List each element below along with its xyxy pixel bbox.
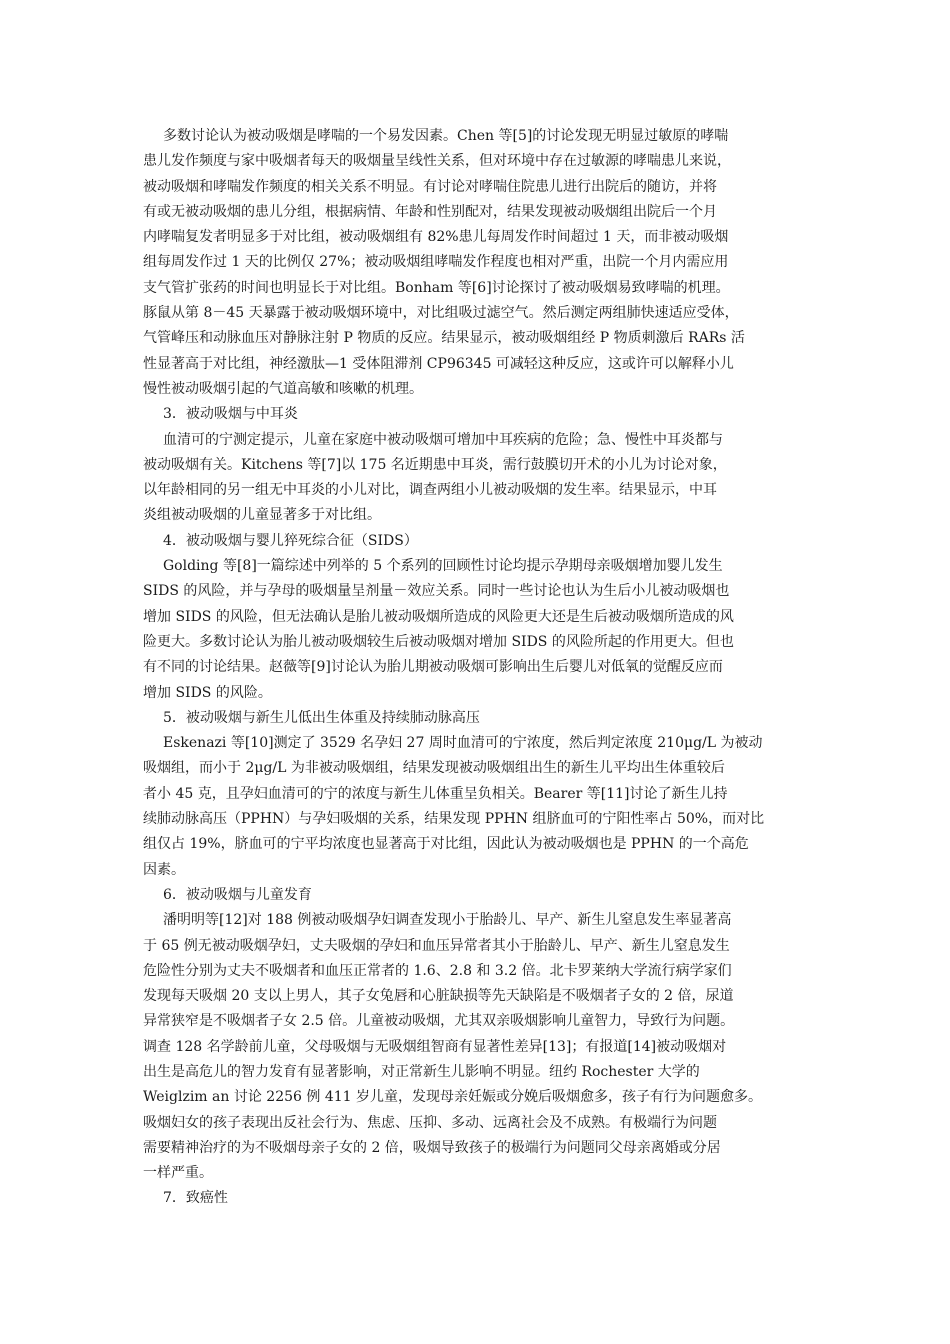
paragraph-line: Weiglzim an 讨论 2256 例 411 岁儿童，发现母亲妊娠或分娩后吸烟愈多，孩子有行为问题愈多。 (143, 1089, 762, 1106)
section-heading: 4．被动吸烟与婴儿猝死综合征（SIDS） (163, 532, 418, 549)
paragraph-line: 增加 SIDS 的风险。 (143, 684, 272, 701)
paragraph (143, 428, 808, 529)
paragraph (143, 731, 808, 883)
section-heading: 3．被动吸烟与中耳炎 (163, 406, 298, 423)
paragraph-line: 组仅占 19%，脐血可的宁平均浓度也显著高于对比组，因此认为被动吸烟也是 PPHN 的一个高危 (143, 836, 749, 853)
paragraph-line: 慢性被动吸烟引起的气道高敏和咳嗽的机理。 (143, 380, 423, 397)
paragraph-line: 异常狭窄是不吸烟者子女 2.5 倍。儿童被动吸烟，尤其双亲吸烟影响儿童智力，导致行为问题。 (143, 1013, 735, 1030)
paragraph-line: 者小 45 克，且孕妇血清可的宁的浓度与新生儿体重呈负相关。Bearer 等[11]讨论了新生儿持 (143, 785, 728, 802)
paragraph-line: 有不同的讨论结果。赵薇等[9]讨论认为胎儿期被动吸烟可影响出生后婴儿对低氧的觉醒反应而 (143, 659, 723, 676)
section-heading: 5．被动吸烟与新生儿低出生体重及持续肺动脉高压 (163, 709, 480, 726)
paragraph-line: 患儿发作频度与家中吸烟者每天的吸烟量呈线性关系，但对环境中存在过敏源的哮喘患儿来说， (143, 153, 731, 170)
paragraph-line: 被动吸烟有关。Kitchens 等[7]以 175 名近期患中耳炎，需行鼓膜切开术的小儿为讨论对象， (143, 456, 727, 473)
paragraph-line: 炎组被动吸烟的儿童显著多于对比组。 (143, 507, 381, 524)
paragraph-line: 吸烟组，而小于 2μg/L 为非被动吸烟组，结果发现被动吸烟组出生的新生儿平均出生体重较后 (143, 760, 725, 777)
paragraph-line: 发现每天吸烟 20 支以上男人，其子女兔唇和心脏缺损等先天缺陷是不吸烟者子女的 2 倍，尿道 (143, 988, 734, 1005)
paragraph-line: 血清可的宁测定提示，儿童在家庭中被动吸烟可增加中耳疾病的危险；急、慢性中耳炎都与 (163, 431, 723, 448)
paragraph-line: 内哮喘复发者明显多于对比组，被动吸烟组有 82%患儿每周发作时间超过 1 天，而非被动吸烟 (143, 229, 729, 246)
paragraph-line: 出生是高危儿的智力发育有显著影响，对正常新生儿影响不明显。纽约 Rochester 大学的 (143, 1063, 700, 1080)
paragraph-line: 以年龄相同的另一组无中耳炎的小儿对比，调查两组小儿被动吸烟的发生率。结果显示，中耳 (143, 482, 717, 499)
paragraph-line: 有或无被动吸烟的患儿分组，根据病情、年龄和性别配对，结果发现被动吸烟组出院后一个月 (143, 203, 717, 220)
paragraph-line: 于 65 例无被动吸烟孕妇，丈夫吸烟的孕妇和血压异常者其小于胎龄儿、早产、新生儿窒息发生 (143, 937, 730, 954)
paragraph-line: 支气管扩张药的时间也明显长于对比组。Bonham 等[6]讨论探讨了被动吸烟易致哮喘的机理。 (143, 279, 730, 296)
paragraph (143, 124, 808, 402)
paragraph-line: 潘明明等[12]对 188 例被动吸烟孕妇调查发现小于胎龄儿、早产、新生儿窒息发生率显著高 (163, 912, 732, 929)
paragraph-line: 气管峰压和动脉血压对静脉注射 P 物质的反应。结果显示，被动吸烟组经 P 物质刺激后 RARs 活 (143, 330, 745, 347)
paragraph-line: 组每周发作过 1 天的比例仅 27%；被动吸烟组哮喘发作程度也相对严重，出院一个月内需应用 (143, 254, 729, 271)
paragraph (143, 554, 808, 706)
paragraph-line: 续肺动脉高压（PPHN）与孕妇吸烟的关系，结果发现 PPHN 组脐血可的宁阳性率占 50%，而对比 (143, 811, 765, 828)
paragraph-line: 危险性分别为丈夫不吸烟者和血压正常者的 1.6、2.8 和 3.2 倍。北卡罗莱纳大学流行病学家们 (143, 962, 732, 979)
paragraph-line: 豚鼠从第 8－45 天暴露于被动吸烟环境中，对比组吸过滤空气。然后测定两组肺快速适应受体， (143, 305, 739, 322)
document-body (143, 124, 808, 1212)
paragraph-line: 多数讨论认为被动吸烟是哮喘的一个易发因素。Chen 等[5]的讨论发现无明显过敏原的哮喘 (163, 128, 729, 144)
paragraph-line: Golding 等[8]一篇综述中列举的 5 个系列的回顾性讨论均提示孕期母亲吸烟增加婴儿发生 (163, 558, 723, 575)
section-heading: 7．致癌性 (163, 1190, 228, 1207)
paragraph-line: 需要精神治疗的为不吸烟母亲子女的 2 倍，吸烟导致孩子的极端行为问题同父母亲离婚或分居 (143, 1139, 721, 1156)
paragraph-line: Eskenazi 等[10]测定了 3529 名孕妇 27 周时血清可的宁浓度，然后判定浓度 210μg/L 为被动 (163, 735, 763, 752)
paragraph-line: SIDS 的风险，并与孕母的吸烟量呈剂量－效应关系。同时一些讨论也认为生后小儿被动吸烟也 (143, 583, 730, 600)
paragraph-line: 性显著高于对比组，神经激肽—1 受体阻滞剂 CP96345 可减轻这种反应，这或许可以解释小儿 (143, 355, 734, 372)
section-heading: 6．被动吸烟与儿童发育 (163, 886, 312, 903)
paragraph-line: 吸烟妇女的孩子表现出反社会行为、焦虑、压抑、多动、远离社会及不成熟。有极端行为问题 (143, 1114, 717, 1131)
paragraph-line: 调查 128 名学龄前儿童，父母吸烟与无吸烟组智商有显著性差异[13]；有报道[14]被动吸烟对 (143, 1038, 727, 1055)
paragraph-line: 险更大。多数讨论认为胎儿被动吸烟较生后被动吸烟对增加 SIDS 的风险所起的作用更大。但也 (143, 633, 734, 650)
paragraph-line: 一样严重。 (143, 1165, 213, 1182)
paragraph (143, 908, 808, 1186)
paragraph-line: 增加 SIDS 的风险，但无法确认是胎儿被动吸烟所造成的风险更大还是生后被动吸烟所造成的风 (143, 608, 734, 625)
paragraph-line: 被动吸烟和哮喘发作频度的相关关系不明显。有讨论对哮喘住院患儿进行出院后的随访，并将 (143, 178, 717, 195)
paragraph-line: 因素。 (143, 861, 185, 878)
